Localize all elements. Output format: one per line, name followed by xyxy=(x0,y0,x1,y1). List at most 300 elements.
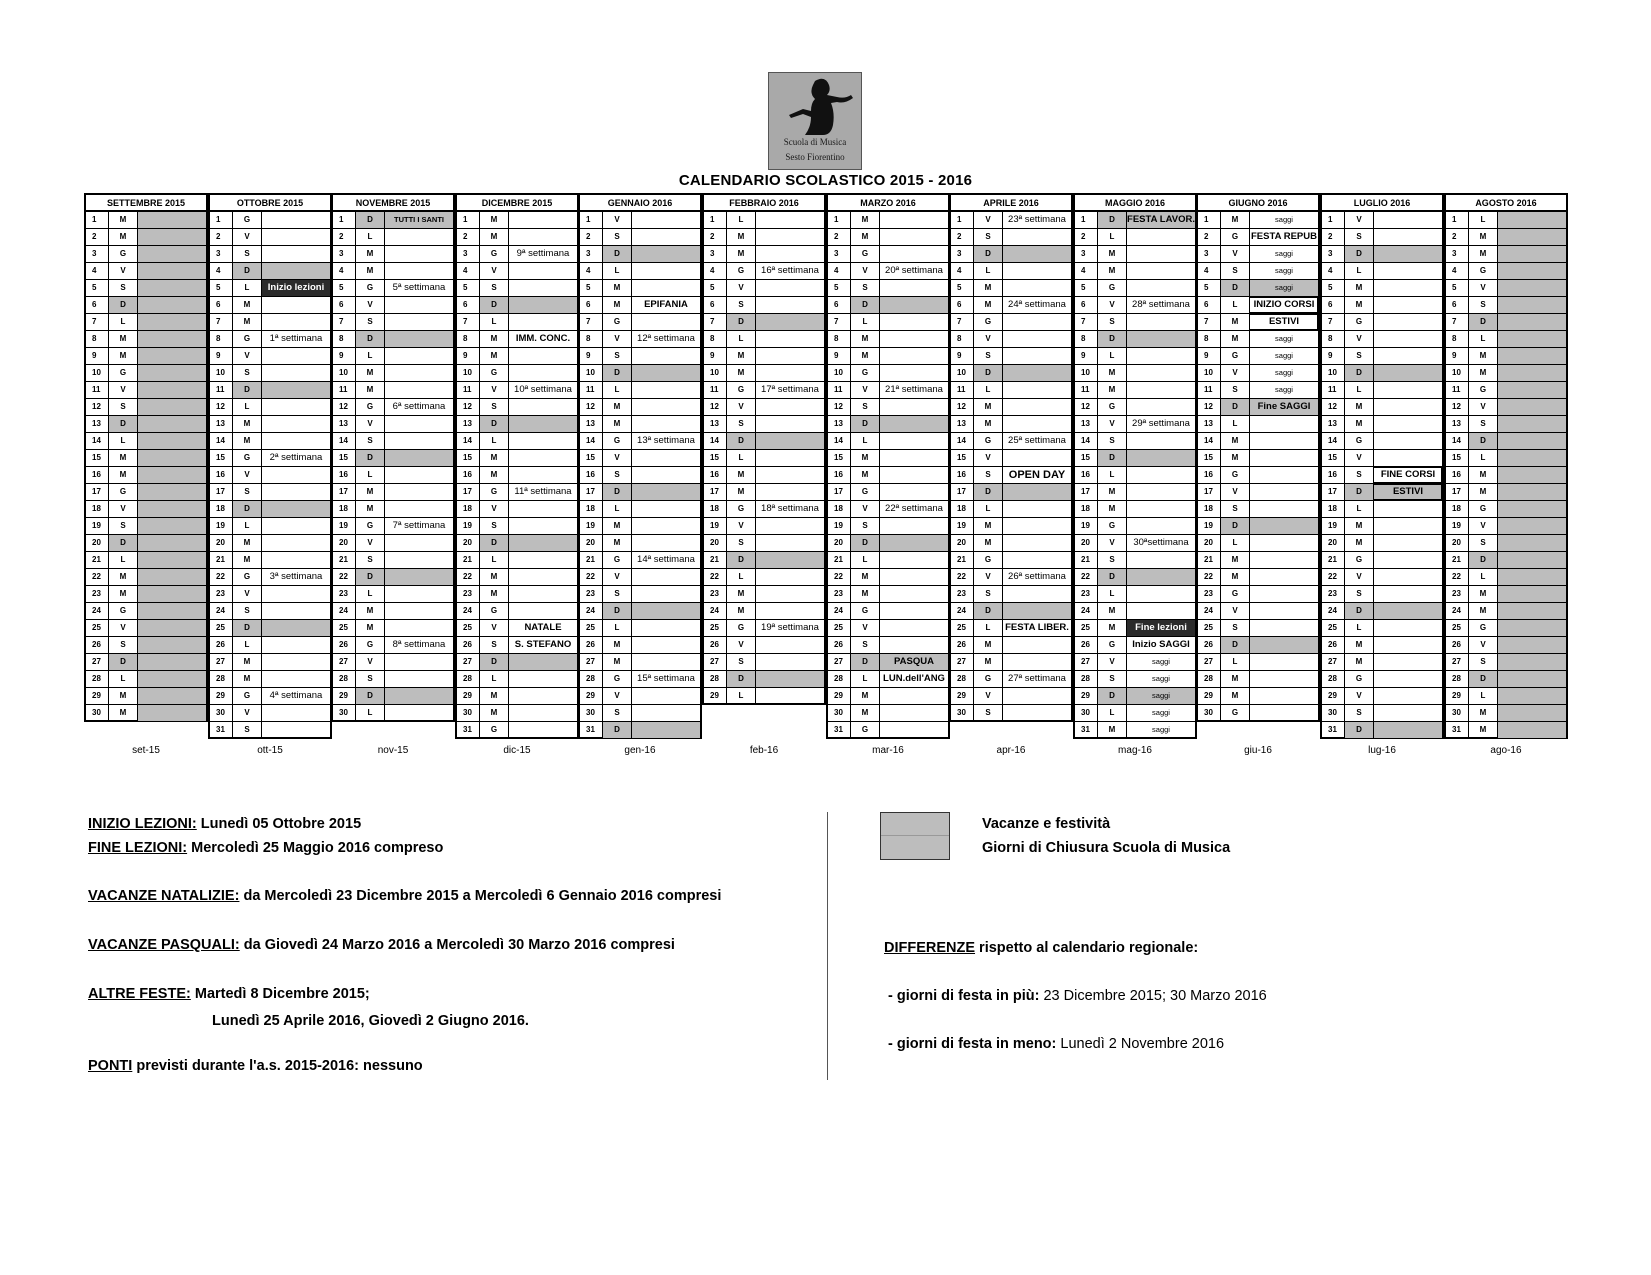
weekday-letter: M xyxy=(1108,623,1116,632)
weekday-letter: G xyxy=(861,725,869,734)
weekday-letter: M xyxy=(1231,215,1239,224)
day-note xyxy=(1002,484,1071,500)
day-note xyxy=(261,637,330,653)
weekday-letter: D xyxy=(233,620,261,636)
day-note xyxy=(261,705,330,721)
day-number: 14 xyxy=(457,433,480,449)
weekday-letter: L xyxy=(491,436,497,445)
day-note xyxy=(137,603,206,619)
day-note: 27ª settimana xyxy=(1002,671,1071,687)
weekday-letter: V xyxy=(985,453,991,462)
day-note xyxy=(384,365,453,381)
day-number: 28 xyxy=(1322,671,1345,687)
weekday-letter: S xyxy=(1480,300,1486,309)
day-number: 6 xyxy=(86,297,109,313)
day-note xyxy=(879,416,948,432)
day-row xyxy=(704,569,824,586)
day-number: 21 xyxy=(1322,552,1345,568)
weekday-letter: V xyxy=(614,572,620,581)
day-note xyxy=(1249,705,1318,721)
day-row xyxy=(1446,331,1566,348)
day-row xyxy=(1446,212,1566,229)
day-note xyxy=(1249,569,1318,585)
day-number: 19 xyxy=(1322,518,1345,534)
weekday-letter: S xyxy=(491,521,497,530)
day-number: 10 xyxy=(1198,365,1221,381)
day-note xyxy=(1497,382,1566,398)
weekday-letter: M xyxy=(737,487,745,496)
day-note xyxy=(137,569,206,585)
day-number: 19 xyxy=(704,518,727,534)
day-number: 4 xyxy=(210,263,233,279)
day-note xyxy=(508,314,577,330)
weekday-letter: M xyxy=(243,317,251,326)
day-row xyxy=(1446,382,1566,399)
day-note xyxy=(1497,552,1566,568)
day-row xyxy=(580,467,700,484)
day-note xyxy=(137,212,206,228)
weekday-letter: S xyxy=(614,351,620,360)
day-note xyxy=(631,246,700,262)
day-row xyxy=(1446,688,1566,705)
day-row xyxy=(1322,654,1442,671)
day-note xyxy=(1249,535,1318,551)
day-number: 30 xyxy=(580,705,603,721)
day-number: 25 xyxy=(1446,620,1469,636)
day-number: 6 xyxy=(1322,297,1345,313)
weekday-letter: G xyxy=(1479,623,1487,632)
day-number: 7 xyxy=(210,314,233,330)
day-number: 26 xyxy=(1446,637,1469,653)
day-number: 31 xyxy=(580,722,603,738)
weekday-letter: L xyxy=(738,691,744,700)
day-note: saggi xyxy=(1249,212,1318,228)
day-row xyxy=(210,416,330,433)
day-row xyxy=(333,314,453,331)
day-note: 16ª settimana xyxy=(755,263,824,279)
day-row xyxy=(86,586,206,603)
weekday-letter: M xyxy=(1231,436,1239,445)
day-number: 1 xyxy=(1075,212,1098,228)
day-row xyxy=(210,586,330,603)
day-number: 2 xyxy=(704,229,727,245)
day-note xyxy=(1249,467,1318,483)
day-number: 16 xyxy=(86,467,109,483)
day-number: 10 xyxy=(457,365,480,381)
day-row xyxy=(457,416,577,433)
day-row xyxy=(1322,280,1442,297)
day-note: Inizio SAGGI xyxy=(1126,637,1195,653)
day-note xyxy=(384,569,453,585)
day-row xyxy=(704,603,824,620)
day-note xyxy=(631,263,700,279)
day-note xyxy=(1002,586,1071,602)
weekday-letter: S xyxy=(120,521,126,530)
day-row xyxy=(210,263,330,280)
day-row xyxy=(1075,263,1195,280)
day-row xyxy=(828,705,948,722)
day-note: Fine SAGGI xyxy=(1249,399,1318,415)
weekday-letter: M xyxy=(984,538,992,547)
weekday-letter: G xyxy=(243,453,251,462)
day-note: saggi xyxy=(1126,705,1195,721)
day-row xyxy=(210,603,330,620)
day-row xyxy=(457,280,577,297)
day-number: 27 xyxy=(1075,654,1098,670)
day-note: IMM. CONC. xyxy=(508,331,577,347)
day-row xyxy=(210,297,330,314)
day-row xyxy=(333,535,453,552)
day-row xyxy=(828,433,948,450)
day-number: 6 xyxy=(1198,297,1221,313)
day-number: 17 xyxy=(580,484,603,500)
weekday-letter: G xyxy=(861,606,869,615)
day-number: 6 xyxy=(1075,297,1098,313)
day-number: 18 xyxy=(1198,501,1221,517)
weekday-letter: M xyxy=(490,572,498,581)
month-short-label: mag-16 xyxy=(1118,745,1152,756)
day-note xyxy=(1126,348,1195,364)
day-number: 24 xyxy=(704,603,727,619)
day-note xyxy=(879,688,948,704)
day-row xyxy=(1322,586,1442,603)
day-row xyxy=(86,535,206,552)
day-note xyxy=(631,484,700,500)
day-row xyxy=(1075,586,1195,603)
weekday-letter: S xyxy=(1109,674,1115,683)
day-note: 18ª settimana xyxy=(755,501,824,517)
weekday-letter: G xyxy=(861,249,869,258)
day-number: 30 xyxy=(828,705,851,721)
day-note xyxy=(755,229,824,245)
day-note xyxy=(1002,280,1071,296)
weekday-letter: S xyxy=(1356,708,1362,717)
day-number: 24 xyxy=(1075,603,1098,619)
month-days xyxy=(331,210,455,722)
weekday-letter: V xyxy=(120,266,126,275)
weekday-letter: S xyxy=(738,538,744,547)
day-number: 13 xyxy=(1322,416,1345,432)
day-note xyxy=(1126,603,1195,619)
weekday-letter: V xyxy=(1356,215,1362,224)
day-note: 5ª settimana xyxy=(384,280,453,296)
day-note xyxy=(1373,569,1442,585)
day-row xyxy=(704,263,824,280)
day-note: 12ª settimana xyxy=(631,331,700,347)
day-row xyxy=(1075,229,1195,246)
day-note xyxy=(879,467,948,483)
day-number: 25 xyxy=(951,620,974,636)
day-number: 20 xyxy=(580,535,603,551)
weekday-letter: V xyxy=(738,640,744,649)
weekday-letter: M xyxy=(366,385,374,394)
weekday-letter: S xyxy=(985,470,991,479)
weekday-letter: M xyxy=(984,640,992,649)
day-number: 22 xyxy=(1075,569,1098,585)
day-number: 16 xyxy=(457,467,480,483)
weekday-letter: V xyxy=(491,266,497,275)
day-row xyxy=(1075,365,1195,382)
day-number: 25 xyxy=(1322,620,1345,636)
weekday-letter: V xyxy=(614,453,620,462)
day-note xyxy=(1249,637,1318,653)
day-number: 13 xyxy=(1446,416,1469,432)
day-row xyxy=(1198,212,1318,229)
day-number: 9 xyxy=(1075,348,1098,364)
month-short-label: nov-15 xyxy=(377,745,409,756)
day-note xyxy=(1002,399,1071,415)
day-note xyxy=(755,569,824,585)
weekday-letter: L xyxy=(1232,657,1238,666)
day-number: 6 xyxy=(1446,297,1469,313)
day-note xyxy=(631,603,700,619)
day-note xyxy=(631,229,700,245)
weekday-letter: M xyxy=(984,283,992,292)
weekday-letter: L xyxy=(1232,419,1238,428)
day-note xyxy=(508,450,577,466)
day-number: 19 xyxy=(1446,518,1469,534)
weekday-letter: D xyxy=(974,603,1002,619)
day-note xyxy=(1126,569,1195,585)
day-number: 3 xyxy=(1075,246,1098,262)
differenze-heading: DIFFERENZE rispetto al calendario regionale: xyxy=(884,940,1199,956)
day-row xyxy=(951,348,1071,365)
weekday-letter: M xyxy=(1479,368,1487,377)
day-note xyxy=(879,484,948,500)
day-note xyxy=(384,586,453,602)
day-number: 2 xyxy=(951,229,974,245)
day-note xyxy=(631,212,700,228)
day-note xyxy=(1126,246,1195,262)
weekday-letter: V xyxy=(491,504,497,513)
day-row xyxy=(1075,416,1195,433)
day-number: 29 xyxy=(86,688,109,704)
day-number: 20 xyxy=(1446,535,1469,551)
weekday-letter: G xyxy=(490,725,498,734)
weekday-letter: G xyxy=(119,487,127,496)
weekday-letter: G xyxy=(366,521,374,530)
day-row xyxy=(1198,688,1318,705)
weekday-letter: M xyxy=(861,334,869,343)
day-row xyxy=(210,484,330,501)
weekday-letter: L xyxy=(614,266,620,275)
day-note xyxy=(879,246,948,262)
weekday-letter: M xyxy=(613,402,621,411)
day-row xyxy=(210,501,330,518)
day-note xyxy=(631,467,700,483)
day-row xyxy=(457,246,577,263)
weekday-letter: L xyxy=(1356,266,1362,275)
day-row xyxy=(1198,637,1318,654)
day-row xyxy=(1075,450,1195,467)
month-name: MARZO 2016 xyxy=(860,198,916,208)
weekday-letter: V xyxy=(1232,487,1238,496)
day-row xyxy=(210,246,330,263)
day-row xyxy=(86,620,206,637)
weekday-letter: M xyxy=(1479,589,1487,598)
weekday-letter: D xyxy=(974,484,1002,500)
day-number: 18 xyxy=(333,501,356,517)
day-number: 20 xyxy=(210,535,233,551)
day-note xyxy=(508,399,577,415)
day-note xyxy=(631,654,700,670)
day-row xyxy=(333,280,453,297)
day-number: 5 xyxy=(1446,280,1469,296)
day-row xyxy=(1322,603,1442,620)
day-number: 10 xyxy=(951,365,974,381)
day-row xyxy=(1446,722,1566,739)
weekday-letter: S xyxy=(120,640,126,649)
day-row xyxy=(704,518,824,535)
day-note xyxy=(1373,552,1442,568)
day-row xyxy=(1446,501,1566,518)
day-row xyxy=(828,297,948,314)
weekday-letter: G xyxy=(243,215,251,224)
weekday-letter: G xyxy=(1479,385,1487,394)
day-note xyxy=(755,416,824,432)
day-note: 4ª settimana xyxy=(261,688,330,704)
weekday-letter: V xyxy=(862,623,868,632)
weekday-letter: M xyxy=(1231,691,1239,700)
day-number: 10 xyxy=(86,365,109,381)
day-number: 21 xyxy=(828,552,851,568)
weekday-letter: V xyxy=(367,538,373,547)
day-row xyxy=(457,705,577,722)
day-row xyxy=(86,569,206,586)
weekday-letter: L xyxy=(1480,691,1486,700)
weekday-letter: V xyxy=(1480,640,1486,649)
day-number: 21 xyxy=(1198,552,1221,568)
day-note xyxy=(137,229,206,245)
month-days xyxy=(455,210,579,739)
day-row xyxy=(580,280,700,297)
day-number: 23 xyxy=(1198,586,1221,602)
day-number: 28 xyxy=(210,671,233,687)
day-note xyxy=(261,654,330,670)
day-row xyxy=(457,314,577,331)
day-number: 30 xyxy=(86,705,109,721)
day-note xyxy=(384,263,453,279)
day-number: 14 xyxy=(210,433,233,449)
weekday-letter: M xyxy=(1108,385,1116,394)
day-number: 1 xyxy=(828,212,851,228)
day-note xyxy=(137,552,206,568)
day-number: 17 xyxy=(210,484,233,500)
day-number: 23 xyxy=(1322,586,1345,602)
day-number: 26 xyxy=(86,637,109,653)
day-note xyxy=(1126,331,1195,347)
day-row xyxy=(86,654,206,671)
weekday-letter: G xyxy=(366,283,374,292)
day-note xyxy=(1002,637,1071,653)
day-number: 10 xyxy=(1322,365,1345,381)
weekday-letter: D xyxy=(1098,212,1126,228)
weekday-letter: M xyxy=(861,351,869,360)
day-row xyxy=(1446,399,1566,416)
day-row xyxy=(333,331,453,348)
weekday-letter: S xyxy=(1232,385,1238,394)
weekday-letter: M xyxy=(1479,725,1487,734)
weekday-letter: D xyxy=(851,535,879,551)
month-days xyxy=(578,210,702,739)
weekday-letter: L xyxy=(985,504,991,513)
weekday-letter: M xyxy=(1355,657,1363,666)
day-note xyxy=(1126,552,1195,568)
month-name: DICEMBRE 2015 xyxy=(481,198,553,208)
day-row xyxy=(210,722,330,739)
day-row xyxy=(828,722,948,739)
weekday-letter: L xyxy=(1109,351,1115,360)
weekday-letter: L xyxy=(1480,572,1486,581)
weekday-letter: L xyxy=(1109,232,1115,241)
day-number: 9 xyxy=(580,348,603,364)
weekday-letter: V xyxy=(862,504,868,513)
day-row xyxy=(951,586,1071,603)
weekday-letter: L xyxy=(738,334,744,343)
day-number: 30 xyxy=(1446,705,1469,721)
weekday-letter: L xyxy=(244,640,250,649)
weekday-letter: M xyxy=(1231,555,1239,564)
day-number: 18 xyxy=(1075,501,1098,517)
day-row xyxy=(1322,569,1442,586)
day-number: 30 xyxy=(951,705,974,721)
day-note xyxy=(879,433,948,449)
day-row xyxy=(86,263,206,280)
day-number: 5 xyxy=(333,280,356,296)
day-number: 8 xyxy=(1322,331,1345,347)
day-number: 17 xyxy=(86,484,109,500)
weekday-letter: M xyxy=(366,266,374,275)
weekday-letter: D xyxy=(480,535,508,551)
day-number: 21 xyxy=(1075,552,1098,568)
month-days xyxy=(84,210,208,722)
day-note xyxy=(1002,416,1071,432)
weekday-letter: D xyxy=(480,654,508,670)
weekday-letter: M xyxy=(1231,334,1239,343)
weekday-letter: M xyxy=(1355,640,1363,649)
day-note xyxy=(1002,314,1071,330)
day-note: ESTIVI xyxy=(1373,484,1442,500)
day-row xyxy=(210,535,330,552)
weekday-letter: M xyxy=(1479,708,1487,717)
day-row xyxy=(1322,382,1442,399)
weekday-letter: G xyxy=(1108,521,1116,530)
day-note xyxy=(1373,229,1442,245)
day-note xyxy=(1126,586,1195,602)
day-note xyxy=(1497,654,1566,670)
month-short-label: lug-16 xyxy=(1368,745,1396,756)
day-row xyxy=(951,518,1071,535)
day-number: 4 xyxy=(333,263,356,279)
month-short-label: set-15 xyxy=(132,745,160,756)
day-row xyxy=(86,331,206,348)
day-note xyxy=(879,399,948,415)
day-note: saggi xyxy=(1126,671,1195,687)
day-note: 23ª settimana xyxy=(1002,212,1071,228)
weekday-letter: G xyxy=(1479,504,1487,513)
weekday-letter: M xyxy=(119,708,127,717)
day-row xyxy=(951,365,1071,382)
day-note xyxy=(1249,586,1318,602)
day-row xyxy=(1446,484,1566,501)
day-row xyxy=(828,620,948,637)
day-note xyxy=(384,603,453,619)
weekday-letter: M xyxy=(490,589,498,598)
day-row xyxy=(333,229,453,246)
day-note: 8ª settimana xyxy=(384,637,453,653)
weekday-letter: G xyxy=(861,487,869,496)
day-note xyxy=(631,620,700,636)
